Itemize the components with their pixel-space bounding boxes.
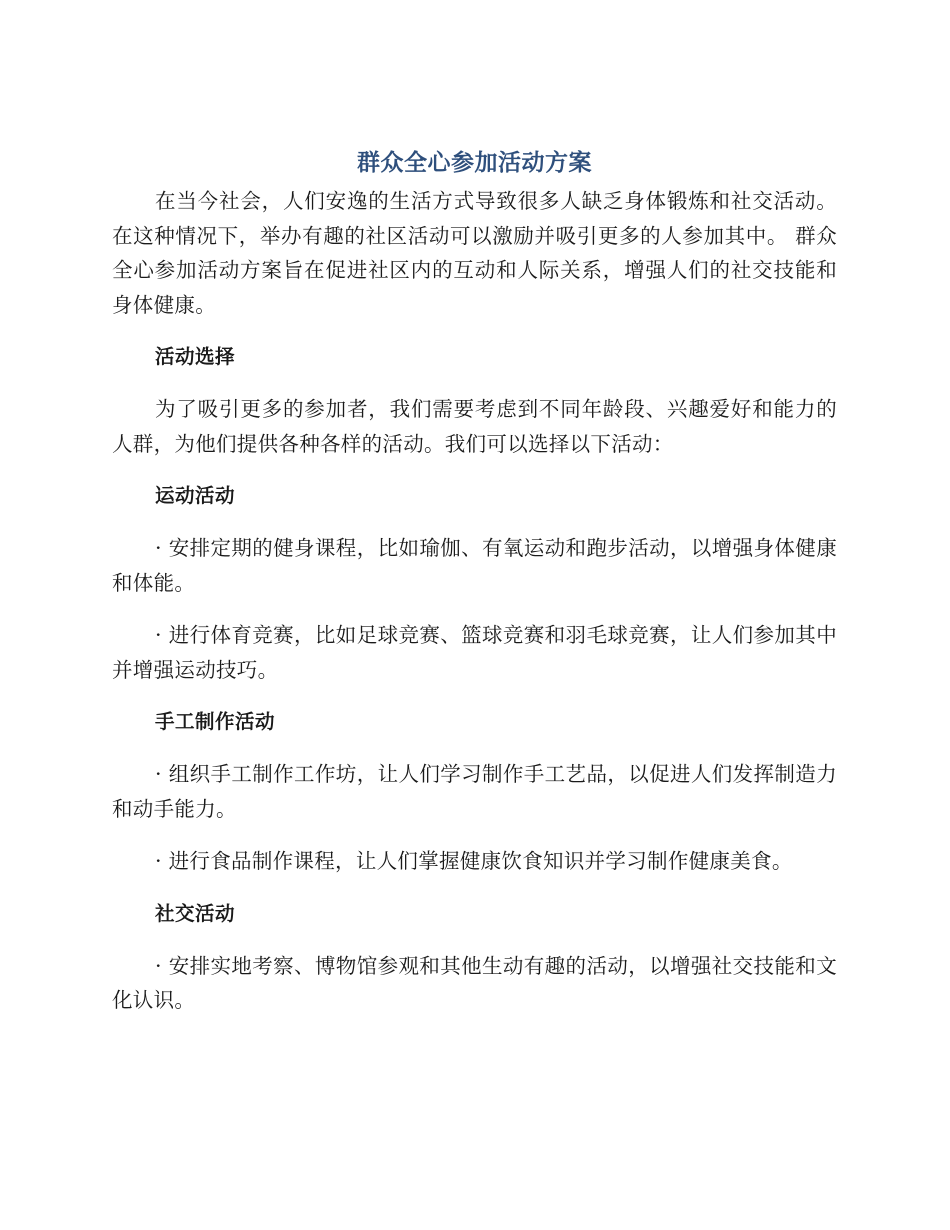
bullet-paragraph: · 安排定期的健身课程，比如瑜伽、有氧运动和跑步活动，以增强身体健康和体能。 xyxy=(112,536,837,595)
section-social-activities xyxy=(112,897,837,1018)
document-title: 群众全心参加活动方案 xyxy=(357,150,592,176)
bullet-paragraph: · 进行食品制作课程，让人们掌握健康饮食知识并学习制作健康美食。 xyxy=(155,849,793,873)
bullet-paragraph: · 组织手工制作工作坊，让人们学习制作手工艺品，以促进人们发挥制造力和动手能力。 xyxy=(112,762,837,821)
section-handcraft-activities xyxy=(112,705,837,879)
section-activity-selection xyxy=(112,340,837,461)
section-heading: 运动活动 xyxy=(155,484,236,507)
section-heading: 手工制作活动 xyxy=(155,710,276,733)
section-heading: 社交活动 xyxy=(155,901,236,925)
intro-paragraph: 在当今社会，人们安逸的生活方式导致很多人缺乏身体锻炼和社交活动。在这种情况下，举办有趣的社区活动可以激励并吸引更多的人参加其中。 群众全心参加活动方案旨在促进社区内的互动和人际关系，增强人们的社交技能和身体健康。 xyxy=(112,189,837,317)
section-heading: 活动选择 xyxy=(155,345,236,368)
bullet-paragraph: · 安排实地考察、博物馆参观和其他生动有趣的活动，以增强社交技能和文化认识。 xyxy=(112,953,837,1012)
section-sports-activities xyxy=(112,479,837,687)
bullet-paragraph: · 进行体育竞赛，比如足球竞赛、篮球竞赛和羽毛球竞赛，让人们参加其中并增强运动技巧。 xyxy=(112,623,837,682)
section-paragraph: 为了吸引更多的参加者，我们需要考虑到不同年龄段、兴趣爱好和能力的人群，为他们提供各种各样的活动。我们可以选择以下活动： xyxy=(112,397,837,456)
